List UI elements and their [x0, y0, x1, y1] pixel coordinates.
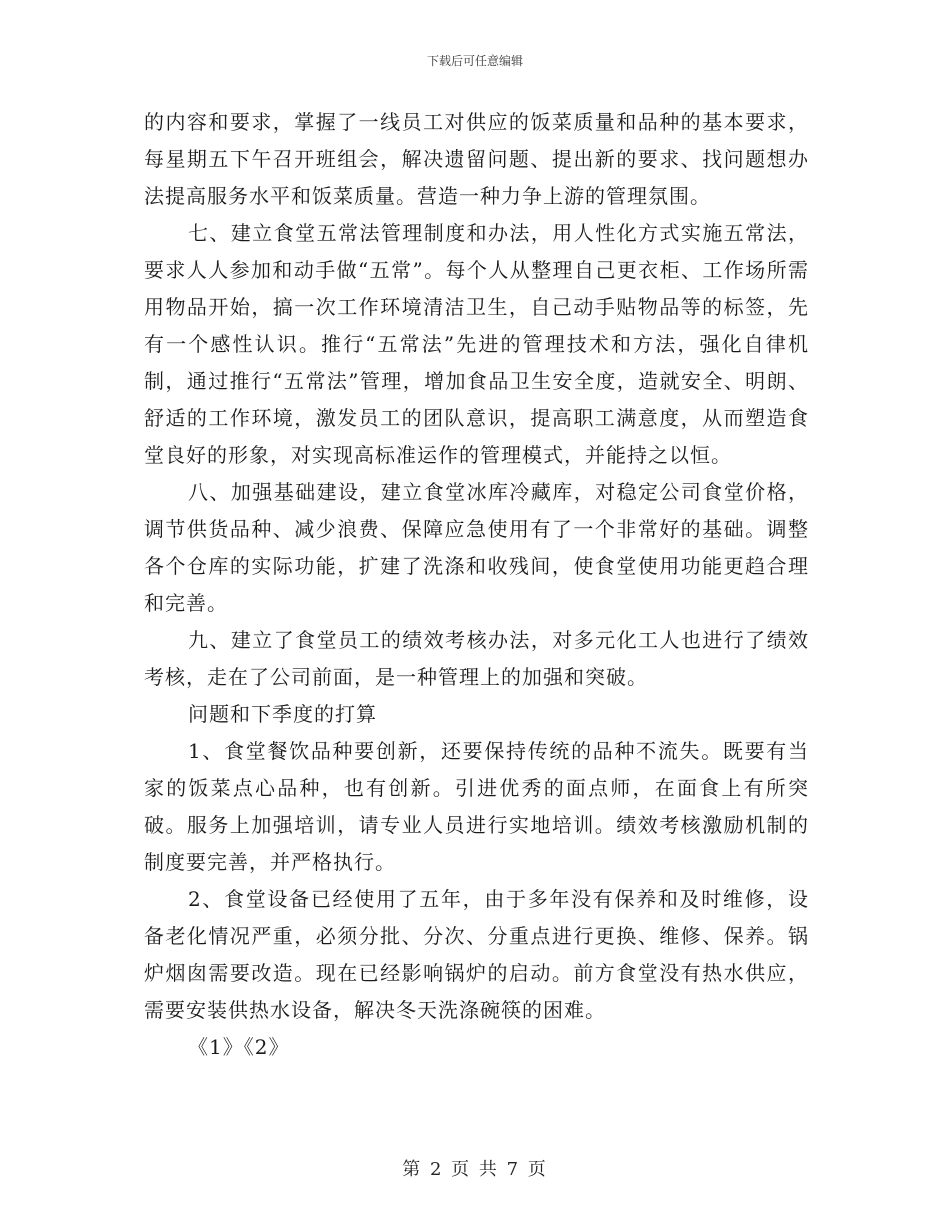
- section-heading: 问题和下季度的打算: [188, 702, 377, 726]
- paragraph-6: 1、食堂餐饮品种要创新，还要保持传统的品种不流失。既要有当家的饭菜点心品种，也有创新。引进优秀的面点师，在面食上有所突破。服务上加强培训，请专业人员进行实地培训。绩效考核激励机制的制度要完善，并严格执行。: [144, 739, 809, 874]
- paragraph-4: 九、建立了食堂员工的绩效考核办法，对多元化工人也进行了绩效考核，走在了公司前面，是一种管理上的加强和突破。: [144, 628, 809, 689]
- document-body: [144, 104, 809, 1066]
- paragraph-8: 《1》《2》: [188, 1035, 290, 1059]
- paragraph-1: 的内容和要求，掌握了一线员工对供应的饭菜质量和品种的基本要求，每星期五下午召开班组会，解决遗留问题、提出新的要求、找问题想办法提高服务水平和饭菜质量。营造一种力争上游的管理氛围。: [144, 110, 809, 208]
- paragraph-2: 七、建立食堂五常法管理制度和办法，用人性化方式实施五常法，要求人人参加和动手做“五常”。每个人从整理自己更衣柜、工作场所需用物品开始，搞一次工作环境清洁卫生，自己动手贴物品等的标签，先有一个感性认识。推行“五常法”先进的管理技术和方法，强化自律机制，通过推行“五常法”管理，增加食品卫生安全度，造就安全、明朗、舒适的工作环境，激发员工的团队意识，提高职工满意度，从而塑造食堂良好的形象，对实现高标准运作的管理模式，并能持之以恒。: [144, 221, 809, 467]
- page-footer: 第 2 页 共 7 页: [402, 1159, 548, 1180]
- page-header: 下载后可任意编辑: [426, 54, 523, 68]
- paragraph-7: 2、食堂设备已经使用了五年，由于多年没有保养和及时维修，设备老化情况严重，必须分批、分次、分重点进行更换、维修、保养。锅炉烟囱需要改造。现在已经影响锅炉的启动。前方食堂没有热水供应，需要安装供热水设备，解决冬天洗涤碗筷的困难。: [144, 887, 809, 1022]
- paragraph-3: 八、加强基础建设，建立食堂冰库冷藏库，对稳定公司食堂价格，调节供货品种、减少浪费、保障应急使用有了一个非常好的基础。调整各个仓库的实际功能，扩建了洗涤和收残间，使食堂使用功能更趋合理和完善。: [144, 480, 809, 615]
